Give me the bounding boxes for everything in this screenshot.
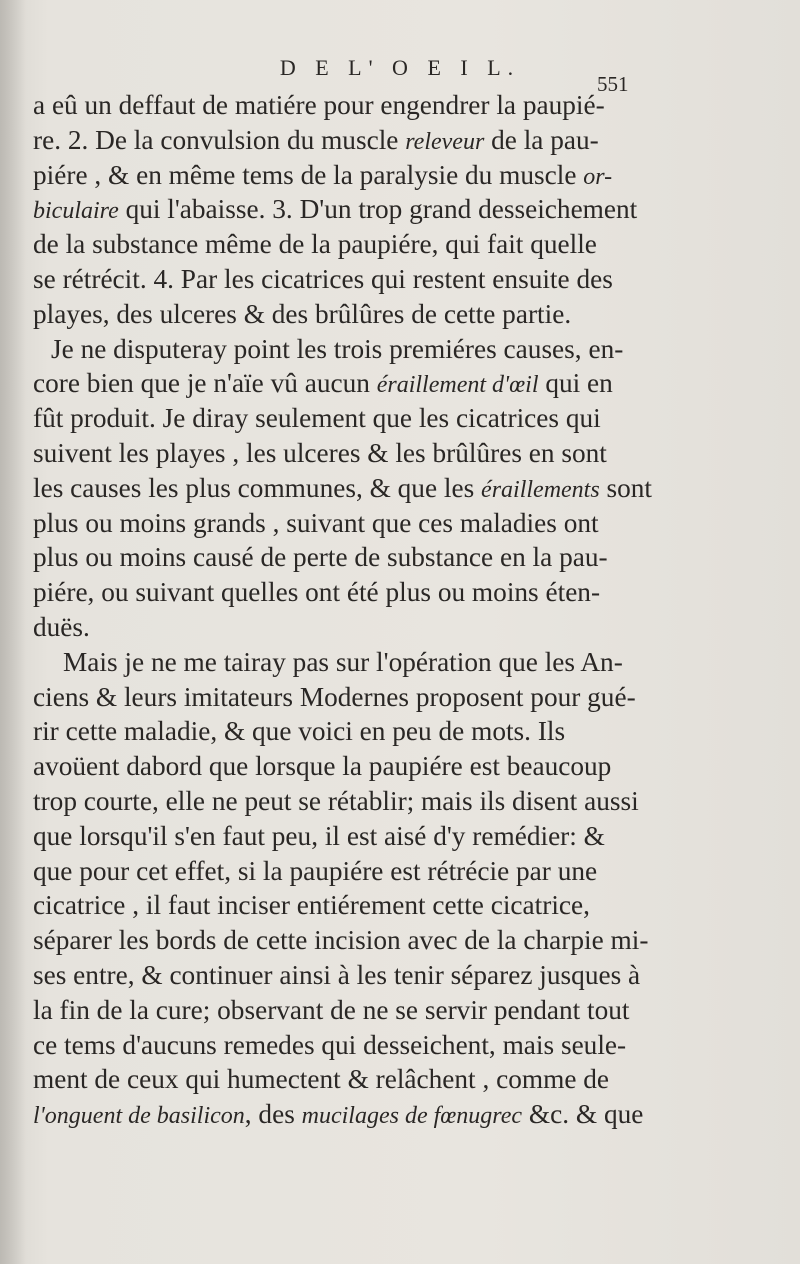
gutter-shadow xyxy=(0,0,26,1264)
italic-run: éraillement d'œil xyxy=(376,372,539,399)
text-run: avoüent dabord que lorsque la paupiére est beaucoup xyxy=(33,751,612,782)
italic-run: or- xyxy=(583,163,613,190)
body-text xyxy=(33,88,653,1132)
text-run: sont xyxy=(599,472,653,503)
text-line xyxy=(33,297,633,332)
text-line xyxy=(33,123,633,158)
text-line xyxy=(33,401,633,436)
text-run: piére, ou suivant quelles ont été plus ou moins éten- xyxy=(33,577,601,608)
text-line xyxy=(33,506,633,541)
text-run: que pour cet effet, si la paupiére est rétrécie par une xyxy=(33,855,598,886)
text-line xyxy=(33,192,638,227)
text-run: duës. xyxy=(33,611,90,642)
text-run: trop courte, elle ne peut se rétablir; mais ils disent aussi xyxy=(33,785,639,816)
text-line xyxy=(33,436,633,471)
text-run: playes, des ulceres & des brûlûres de cette partie. xyxy=(33,298,572,329)
italic-run: releveur xyxy=(405,128,485,155)
text-run: re. 2. De la convulsion du muscle xyxy=(33,124,406,155)
italic-run: l'onguent de basilicon xyxy=(33,1103,245,1130)
text-run: ciens & leurs imitateurs Modernes proposent pour gué- xyxy=(33,681,636,712)
text-line xyxy=(33,366,633,401)
text-line xyxy=(33,1062,633,1097)
text-run: Je ne disputeray point les trois premiéres causes, en- xyxy=(51,333,624,364)
text-run: plus ou moins grands , suivant que ces maladies ont xyxy=(33,507,599,538)
text-line xyxy=(33,262,633,297)
text-run: plus ou moins causé de perte de substance en la pau- xyxy=(33,542,608,573)
text-run: qui en xyxy=(538,368,613,399)
text-run: de la pau- xyxy=(484,124,599,155)
text-line xyxy=(33,784,639,819)
italic-run: biculaire xyxy=(33,198,119,225)
text-run: que lorsqu'il s'en faut peu, il est aisé d'y remédier: & xyxy=(33,820,605,851)
text-line xyxy=(33,158,633,193)
text-run: suivent les playes , les ulceres & les brûlûres en sont xyxy=(33,437,607,468)
text-line xyxy=(33,714,633,749)
text-line xyxy=(33,332,633,367)
text-run: de la substance même de la paupiére, qui fait quelle xyxy=(33,229,597,260)
text-line xyxy=(33,819,633,854)
text-line xyxy=(33,471,653,506)
text-run: Mais je ne me tairay pas sur l'opération que les An- xyxy=(63,646,623,677)
text-line xyxy=(33,227,633,262)
text-run: les causes les plus communes, & que les xyxy=(33,472,482,503)
text-line xyxy=(33,540,633,575)
text-line xyxy=(33,993,633,1028)
text-run: piére , & en même tems de la paralysie du muscle xyxy=(33,159,584,190)
text-run: fût produit. Je diray seulement que les cicatrices qui xyxy=(33,403,601,434)
text-run: &c. & que xyxy=(522,1099,644,1130)
text-line xyxy=(33,680,636,715)
text-line xyxy=(33,575,633,610)
text-run: a eû un deffaut de matiére pour engendrer la paupié- xyxy=(33,90,605,120)
text-run: séparer les bords de cette incision avec de la charpie mi- xyxy=(33,925,649,956)
text-line xyxy=(33,854,633,889)
text-run: se rétrécit. 4. Par les cicatrices qui restent ensuite des xyxy=(33,263,613,294)
italic-run: éraillements xyxy=(481,476,600,503)
text-line xyxy=(33,88,633,123)
text-line xyxy=(33,958,641,993)
text-run: core bien que je n'aïe vû aucun xyxy=(33,368,377,399)
text-line xyxy=(33,749,633,784)
text-run: ce tems d'aucuns remedes qui desseichent, mais seule- xyxy=(33,1029,627,1060)
text-line xyxy=(33,1097,644,1132)
text-run: la fin de la cure; observant de ne se servir pendant tout xyxy=(33,994,630,1025)
text-run: cicatrice , il faut inciser entiérement cette cicatrice, xyxy=(33,890,590,921)
text-run: ses entre, & continuer ainsi à les tenir séparez jusques à xyxy=(33,959,641,990)
running-head: D E L' O E I L. xyxy=(279,55,521,80)
text-run: , des xyxy=(244,1099,302,1130)
text-line xyxy=(33,1028,633,1063)
text-run: rir cette maladie, & que voici en peu de mots. Ils xyxy=(33,716,566,747)
page-number: 551 xyxy=(597,72,629,96)
text-line xyxy=(33,610,633,645)
text-run: qui l'abaisse. 3. D'un trop grand desseichement xyxy=(118,194,638,225)
italic-run: mucilages de fœnugrec xyxy=(301,1103,523,1130)
text-run: ment de ceux qui humectent & relâchent , comme de xyxy=(33,1064,610,1095)
text-line xyxy=(33,923,649,958)
text-line xyxy=(33,645,633,680)
text-line xyxy=(33,888,633,923)
